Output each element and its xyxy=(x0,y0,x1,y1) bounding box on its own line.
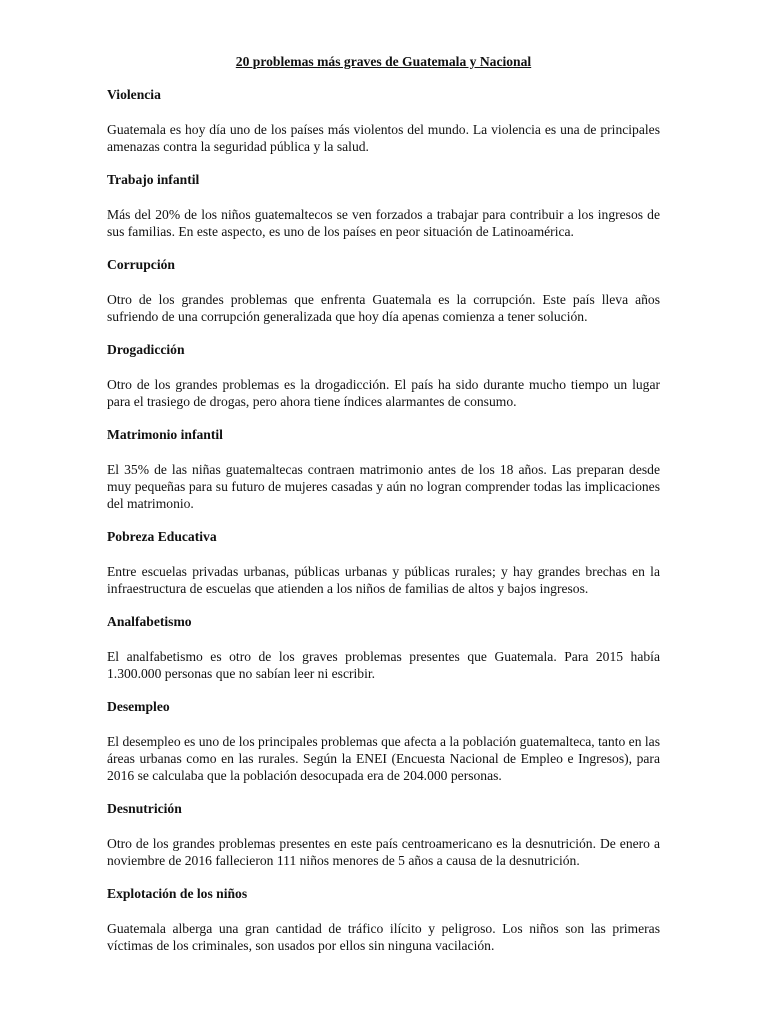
document-title: 20 problemas más graves de Guatemala y Nacional xyxy=(235,54,532,69)
section-heading: Analfabetismo xyxy=(107,614,192,629)
section-matrimonio-infantil xyxy=(107,427,660,512)
section-corrupcion xyxy=(107,257,660,325)
section-paragraph: Más del 20% de los niños guatemaltecos se ven forzados a trabajar para contribuir a los ingresos de sus familias. En este aspecto, es uno de los países en peor situación de Latinoamérica. xyxy=(107,207,660,239)
section-desnutricion xyxy=(107,801,660,869)
section-paragraph: El analfabetismo es otro de los graves problemas presentes que Guatemala. Para 2015 había 1.300.000 personas que no sabían leer ni escribir. xyxy=(107,649,660,681)
section-violencia xyxy=(107,87,660,155)
section-paragraph: Guatemala es hoy día uno de los países más violentos del mundo. La violencia es una de principales amenazas contra la seguridad pública y la salud. xyxy=(107,122,660,154)
section-heading: Corrupción xyxy=(107,257,175,272)
section-heading: Desnutrición xyxy=(107,801,182,816)
section-paragraph: El desempleo es uno de los principales problemas que afecta a la población guatemalteca, tanto en las áreas urbanas como en las rurales. Según la ENEI (Encuesta Nacional de Empleo e Ingresos), para 2016 se calculaba que la población desocupada era de 204.000 personas. xyxy=(107,734,660,783)
section-heading: Trabajo infantil xyxy=(107,172,200,187)
section-heading: Explotación de los niños xyxy=(107,886,248,901)
section-heading: Desempleo xyxy=(107,699,170,714)
section-pobreza-educativa xyxy=(107,529,660,597)
section-heading: Violencia xyxy=(107,87,161,102)
section-paragraph: Otro de los grandes problemas es la drogadicción. El país ha sido durante mucho tiempo un lugar para el trasiego de drogas, pero ahora tiene índices alarmantes de consumo. xyxy=(107,377,660,409)
section-heading: Pobreza Educativa xyxy=(107,529,217,544)
section-analfabetismo xyxy=(107,614,660,682)
document-page xyxy=(107,54,660,971)
section-paragraph: Guatemala alberga una gran cantidad de tráfico ilícito y peligroso. Los niños son las primeras víctimas de los criminales, son usados por ellos sin ninguna vacilación. xyxy=(107,921,660,953)
section-heading: Matrimonio infantil xyxy=(107,427,223,442)
section-explotacion-ninos xyxy=(107,886,660,954)
section-paragraph: Entre escuelas privadas urbanas, públicas urbanas y públicas rurales; y hay grandes brechas en la infraestructura de escuelas que atienden a los niños de familias de altos y bajos ingresos. xyxy=(107,564,660,596)
section-trabajo-infantil xyxy=(107,172,660,240)
section-heading: Drogadicción xyxy=(107,342,185,357)
section-drogadiccion xyxy=(107,342,660,410)
section-paragraph: Otro de los grandes problemas que enfrenta Guatemala es la corrupción. Este país lleva años sufriendo de una corrupción generalizada que hoy día apenas comienza a tener solución. xyxy=(107,292,660,324)
section-desempleo xyxy=(107,699,660,784)
section-paragraph: Otro de los grandes problemas presentes en este país centroamericano es la desnutrición. De enero a noviembre de 2016 fallecieron 111 niños menores de 5 años a causa de la desnutrición. xyxy=(107,836,660,868)
section-paragraph: El 35% de las niñas guatemaltecas contraen matrimonio antes de los 18 años. Las preparan desde muy pequeñas para su futuro de mujeres casadas y aún no logran comprender todas las implicaciones del matrimonio. xyxy=(107,462,660,511)
